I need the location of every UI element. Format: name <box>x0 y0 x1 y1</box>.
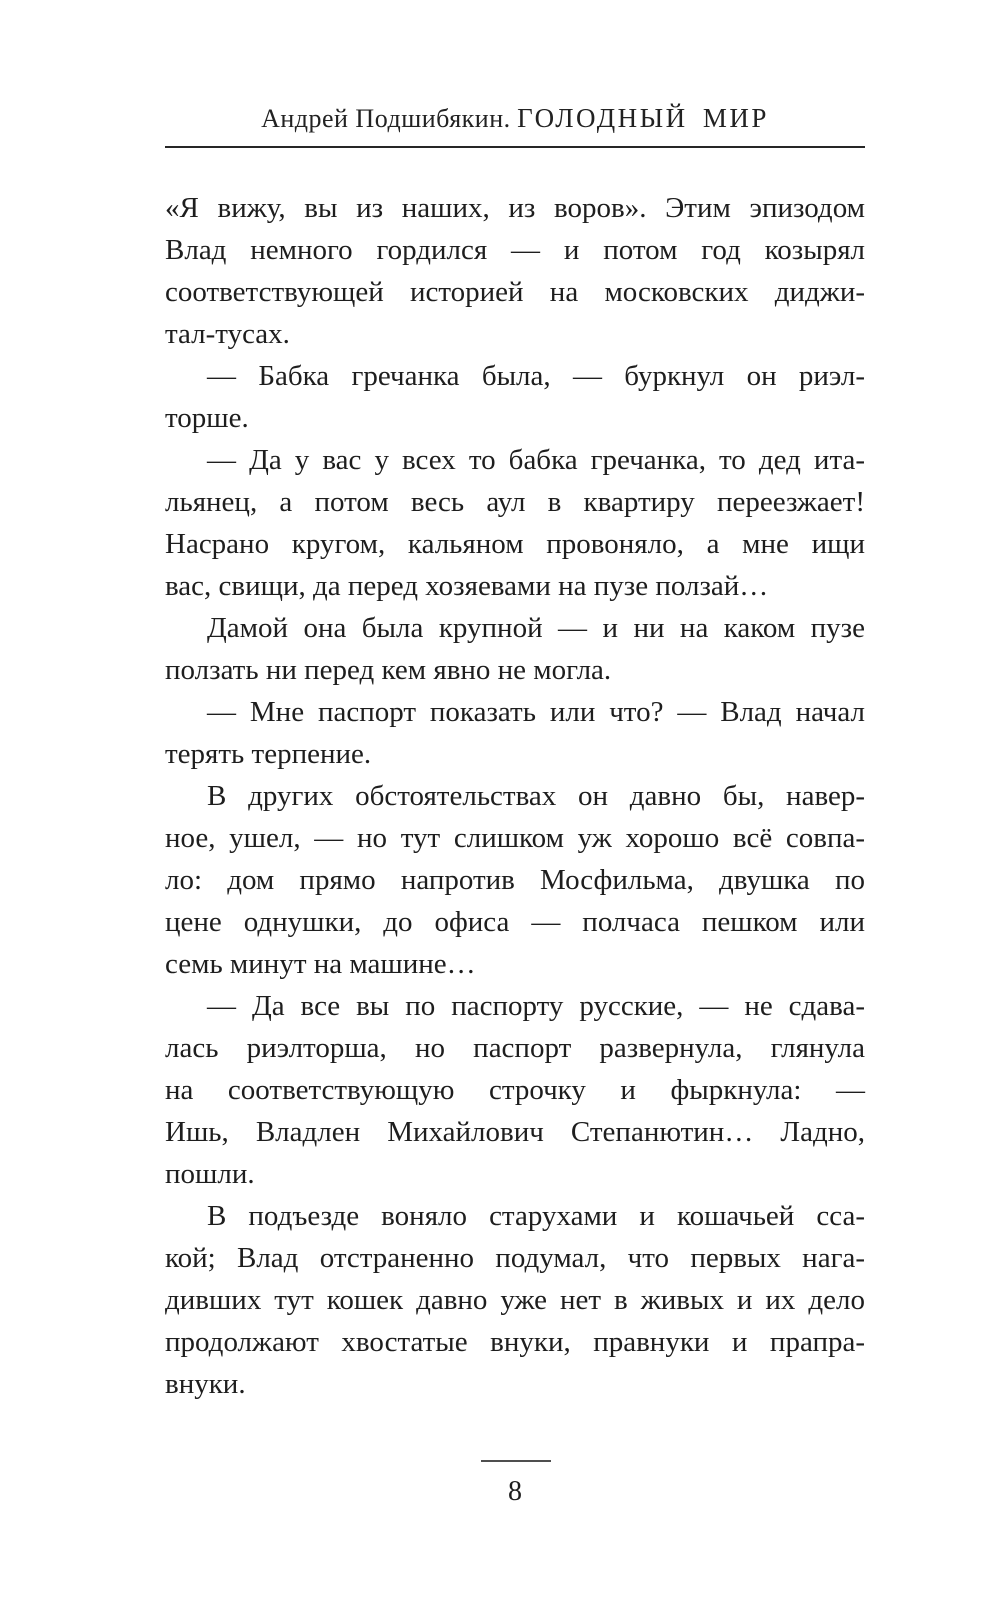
text-line: внуки. <box>165 1368 246 1400</box>
text-line: продолжают хвостатые внуки, правнуки и прапра- <box>165 1326 865 1358</box>
running-header-book-title: ГОЛОДНЫЙ МИР <box>517 103 769 133</box>
text-line: торше. <box>165 402 249 434</box>
header-rule <box>165 146 865 148</box>
running-header-author: Андрей Подшибякин. <box>261 104 511 133</box>
text-line: цене однушки, до офиса — полчаса пешком или <box>165 906 865 938</box>
text-line: ползать ни перед кем явно не могла. <box>165 654 612 686</box>
paragraph <box>165 1195 865 1405</box>
text-line: Ишь, Владлен Михайлович Степанютин… Ладно, <box>165 1116 865 1148</box>
text-line: ло: дом прямо напротив Мосфильма, двушка по <box>165 864 865 896</box>
body-text <box>165 187 865 1405</box>
text-line: «Я вижу, вы из наших, из воров». Этим эпизодом <box>165 192 865 224</box>
footer-divider <box>481 1460 551 1462</box>
text-line: ное, ушел, — но тут слишком уж хорошо всё совпа- <box>165 822 865 854</box>
paragraph <box>165 691 865 775</box>
text-line: соответствующей историей на московских диджи- <box>165 276 865 308</box>
text-line: вас, свищи, да перед хозяевами на пузе ползай… <box>165 570 769 602</box>
text-line: Влад немного гордился — и потом год козырял <box>165 234 865 266</box>
paragraph <box>165 439 865 607</box>
text-line: Дамой она была крупной — и ни на каком пузе <box>207 612 865 644</box>
text-line: терять терпение. <box>165 738 372 770</box>
text-line: лась риэлторша, но паспорт развернула, глянула <box>165 1032 865 1064</box>
text-line: В других обстоятельствах он давно бы, навер- <box>207 780 865 812</box>
text-line: дивших тут кошек давно уже нет в живых и их дело <box>165 1284 865 1316</box>
paragraph <box>165 985 865 1195</box>
text-line: льянец, а потом весь аул в квартиру переезжает! <box>165 486 865 518</box>
text-line: пошли. <box>165 1158 255 1190</box>
text-line: тал-тусах. <box>165 318 290 350</box>
running-header <box>165 100 865 136</box>
text-line: семь минут на машине… <box>165 948 476 980</box>
text-line: — Да у вас у всех то бабка гречанка, то дед ита- <box>207 444 865 476</box>
text-line: на соответствующую строчку и фыркнула: — <box>165 1074 865 1106</box>
text-line: В подъезде воняло старухами и кошачьей сса- <box>207 1200 865 1232</box>
text-line: — Бабка гречанка была, — буркнул он риэл- <box>207 360 865 392</box>
paragraph <box>165 775 865 985</box>
page-number: 8 <box>508 1476 522 1507</box>
text-line: — Да все вы по паспорту русские, — не сдава- <box>207 990 865 1022</box>
text-line: Насрано кругом, кальяном провоняло, а мне ищи <box>165 528 865 560</box>
text-line: — Мне паспорт показать или что? — Влад начал <box>207 696 865 728</box>
paragraph <box>165 355 865 439</box>
paragraph <box>165 187 865 355</box>
text-line: кой; Влад отстраненно подумал, что первых нага- <box>165 1242 865 1274</box>
paragraph <box>165 607 865 691</box>
